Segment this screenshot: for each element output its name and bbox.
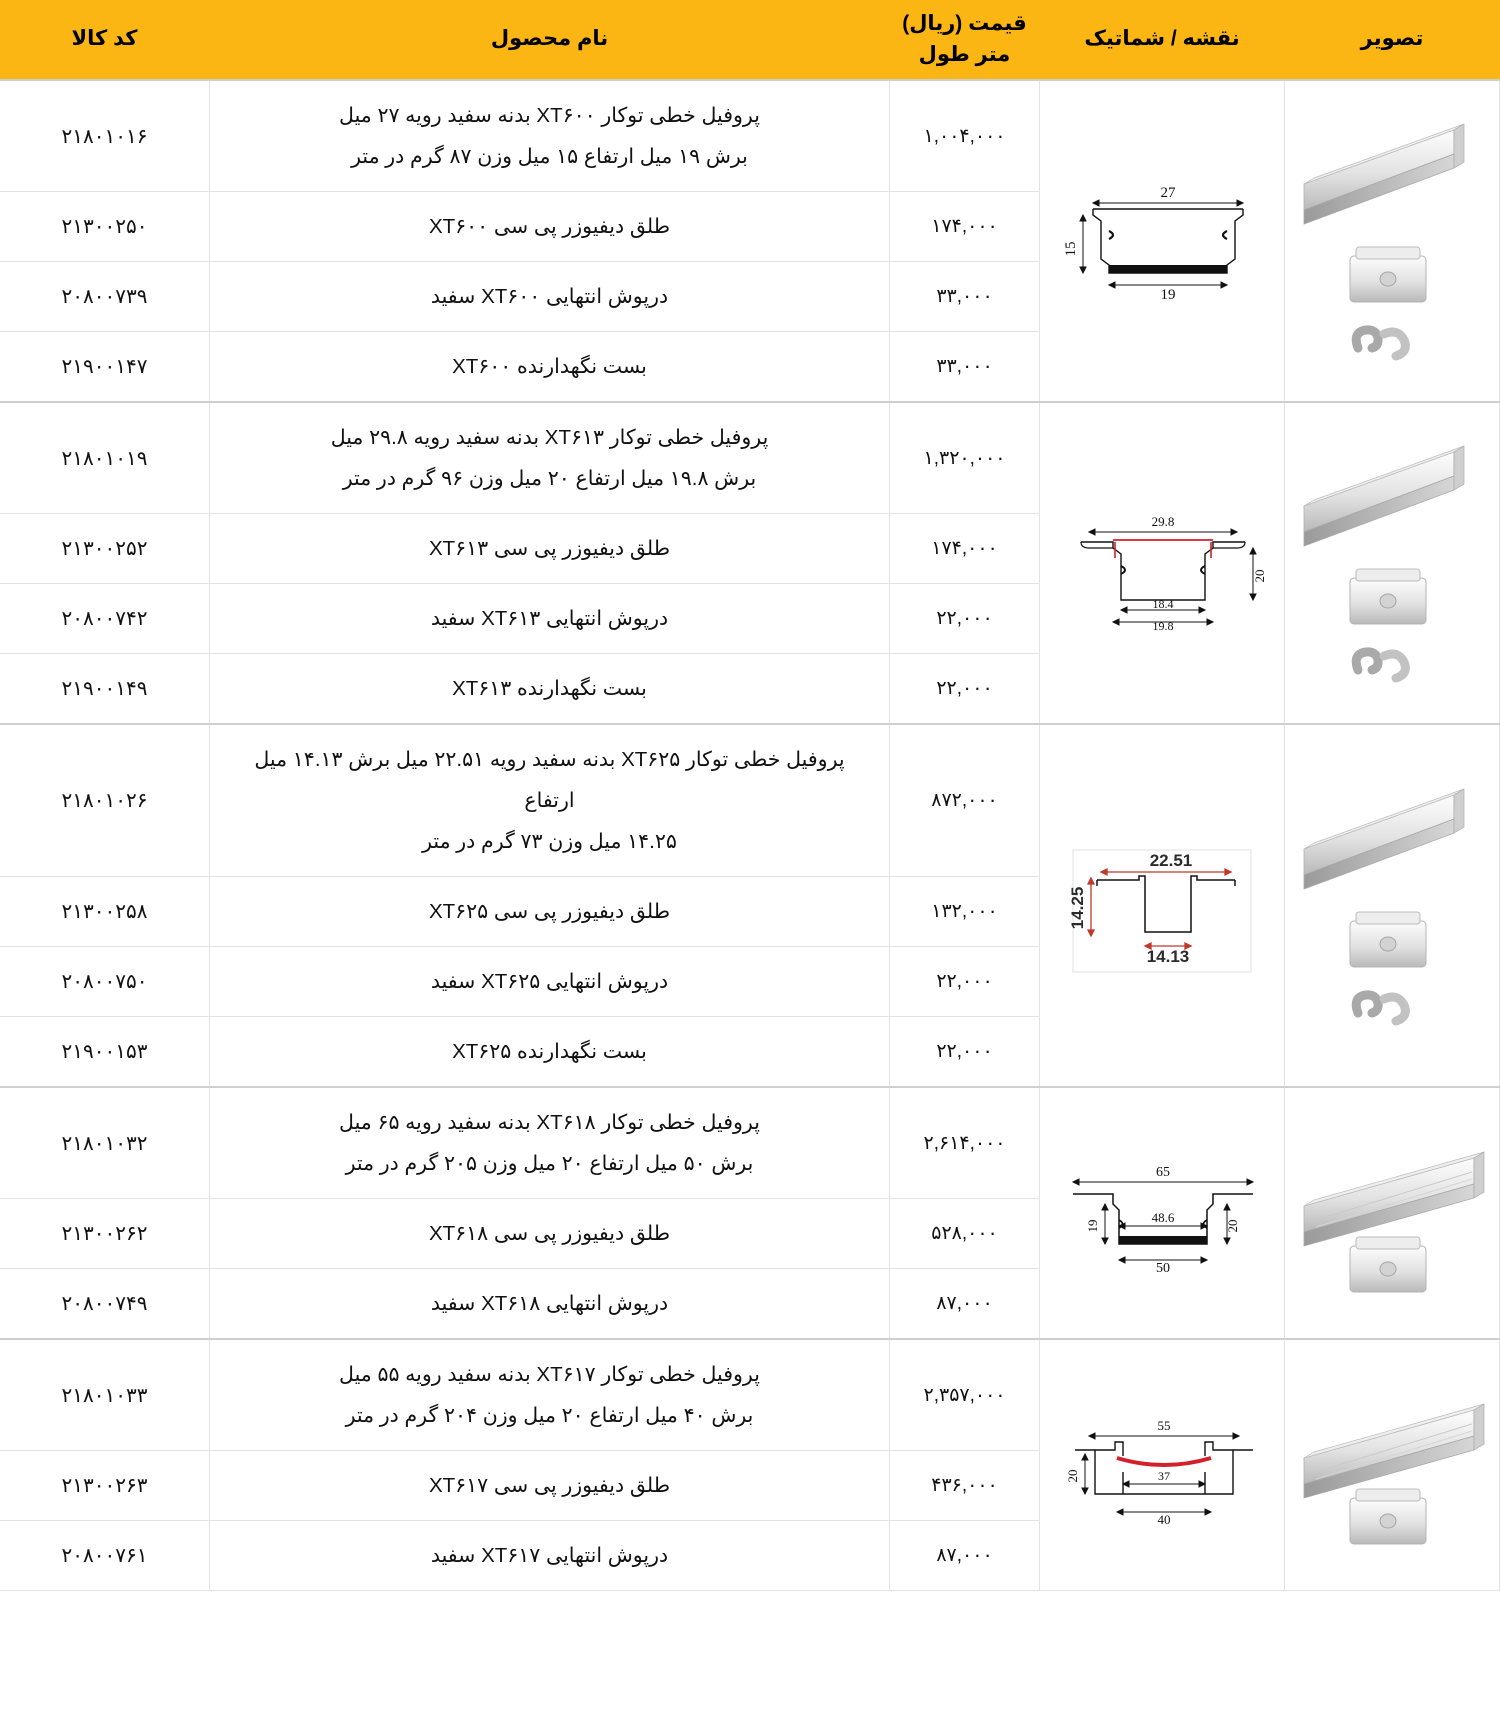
- column-header-price: [890, 0, 1040, 80]
- column-header-image-label: تصویر: [1360, 27, 1424, 51]
- xt618-cross-section: [1055, 1148, 1270, 1278]
- product-name-line-1: بست نگهدارنده XT۶۲۵: [452, 1040, 647, 1063]
- product-name-line-1: طلق دیفیوزر پی سی XT۶۲۵: [428, 900, 671, 923]
- product-image-cell: [1285, 724, 1500, 1087]
- price-cell: ۸۷,۰۰۰: [890, 1269, 1040, 1340]
- price-cell: ۱,۰۰۴,۰۰۰: [890, 80, 1040, 192]
- product-name-line-1: طلق دیفیوزر پی سی XT۶۱۷: [428, 1474, 671, 1497]
- product-name-cell: [210, 332, 890, 403]
- column-header-product-name: [210, 0, 890, 80]
- product-name-cell: [210, 80, 890, 192]
- product-code-cell: ۲۱۳۰۰۲۶۲: [0, 1199, 210, 1269]
- schematic-drawing: [1044, 1398, 1280, 1533]
- schematic-cell: [1040, 724, 1285, 1087]
- dim-label: 19.8: [1152, 618, 1173, 631]
- dim-label: 27: [1160, 185, 1176, 201]
- product-code-cell: ۲۰۸۰۰۷۴۹: [0, 1269, 210, 1340]
- dim-label: 14.25: [1068, 886, 1087, 929]
- product-code-cell: ۲۰۸۰۰۷۳۹: [0, 262, 210, 332]
- product-name-line-1: درپوش انتهایی XT۶۰۰ سفید: [430, 285, 669, 308]
- price-cell: ۱,۳۲۰,۰۰۰: [890, 402, 1040, 514]
- dim-label: 18.4: [1152, 596, 1173, 611]
- price-cell: ۳۳,۰۰۰: [890, 262, 1040, 332]
- column-header-schematic-label: نقشه / شماتیک: [1084, 27, 1240, 51]
- price-cell: ۲۲,۰۰۰: [890, 947, 1040, 1017]
- product-image-cell: [1285, 402, 1500, 724]
- dim-label: 19: [1084, 1219, 1100, 1233]
- price-cell: ۲,۳۵۷,۰۰۰: [890, 1339, 1040, 1451]
- price-cell: ۲۲,۰۰۰: [890, 1017, 1040, 1088]
- product-code-cell: ۲۱۸۰۱۰۳۳: [0, 1339, 210, 1451]
- price-cell: ۱۳۲,۰۰۰: [890, 877, 1040, 947]
- product-photo: [1289, 1128, 1495, 1298]
- dim-label: 65: [1155, 1165, 1170, 1180]
- product-name-cell: [210, 584, 890, 654]
- product-name-line-1: درپوش انتهایی XT۶۱۳ سفید: [430, 607, 669, 630]
- product-name-cell: [210, 654, 890, 725]
- product-name-line-2: برش ۵۰ میل ارتفاع ۲۰ میل وزن ۲۰۵ گرم در متر: [345, 1152, 754, 1175]
- product-code-cell: ۲۱۹۰۰۱۴۹: [0, 654, 210, 725]
- product-name-line-1: درپوش انتهایی XT۶۱۷ سفید: [430, 1544, 669, 1567]
- price-cell: ۳۳,۰۰۰: [890, 332, 1040, 403]
- schematic-cell: [1040, 402, 1285, 724]
- product-name-cell: [210, 1199, 890, 1269]
- product-code-cell: ۲۱۳۰۰۲۵۸: [0, 877, 210, 947]
- dim-label: 14.13: [1146, 946, 1190, 966]
- product-code-cell: ۲۱۸۰۱۰۱۶: [0, 80, 210, 192]
- dim-label: 15: [1063, 241, 1079, 257]
- schematic-drawing: [1044, 181, 1280, 301]
- price-cell: ۱۷۴,۰۰۰: [890, 514, 1040, 584]
- schematic-drawing: [1044, 836, 1280, 976]
- table-header-row: [0, 0, 1500, 80]
- product-photo-svg: [1292, 106, 1492, 376]
- product-name-cell: [210, 1017, 890, 1088]
- product-code-cell: ۲۱۸۰۱۰۱۹: [0, 402, 210, 514]
- price-cell: ۲,۶۱۴,۰۰۰: [890, 1087, 1040, 1199]
- product-name-line-2: برش ۴۰ میل ارتفاع ۲۰ میل وزن ۲۰۴ گرم در متر: [345, 1404, 754, 1427]
- product-code-cell: ۲۱۸۰۱۰۳۲: [0, 1087, 210, 1199]
- product-name-cell: [210, 192, 890, 262]
- table-row: [0, 724, 1500, 877]
- table-row: [0, 402, 1500, 514]
- product-photo-svg: [1292, 771, 1492, 1041]
- product-photo: [1289, 106, 1495, 376]
- schematic-drawing: [1044, 496, 1280, 631]
- product-name-line-2: برش ۱۹ میل ارتفاع ۱۵ میل وزن ۸۷ گرم در متر: [351, 145, 748, 168]
- column-header-code: [0, 0, 210, 80]
- product-photo-svg: [1292, 1128, 1492, 1298]
- column-header-price-sublabel: متر طول: [918, 42, 1011, 66]
- product-photo-svg: [1292, 1380, 1492, 1550]
- product-code-cell: ۲۱۸۰۱۰۲۶: [0, 724, 210, 877]
- product-image-cell: [1285, 1087, 1500, 1339]
- dim-label: 20: [1251, 569, 1267, 582]
- schematic-cell: [1040, 1339, 1285, 1591]
- table-row: [0, 80, 1500, 192]
- dim-label: 50: [1155, 1261, 1170, 1276]
- table-row: [0, 1339, 1500, 1451]
- dim-label: 22.51: [1149, 850, 1193, 870]
- product-code-cell: ۲۱۳۰۰۲۶۳: [0, 1451, 210, 1521]
- product-name-cell: [210, 877, 890, 947]
- product-code-cell: ۲۰۸۰۰۷۶۱: [0, 1521, 210, 1591]
- dim-label: 19: [1160, 287, 1176, 301]
- product-name-line-1: پروفیل خطی توکار XT۶۰۰ بدنه سفید رویه ۲۷ میل: [339, 104, 760, 127]
- product-image-cell: [1285, 1339, 1500, 1591]
- product-name-line-2: ۱۴.۲۵ میل وزن ۷۳ گرم در متر: [422, 830, 677, 853]
- product-name-cell: [210, 1451, 890, 1521]
- column-header-schematic: [1040, 0, 1285, 80]
- product-name-line-1: درپوش انتهایی XT۶۲۵ سفید: [430, 970, 669, 993]
- dim-label: 48.6: [1151, 1210, 1174, 1225]
- schematic-cell: [1040, 1087, 1285, 1339]
- column-header-product-name-label: نام محصول: [490, 27, 609, 51]
- product-name-cell: [210, 724, 890, 877]
- schematic-cell: [1040, 80, 1285, 402]
- price-cell: ۵۲۸,۰۰۰: [890, 1199, 1040, 1269]
- product-code-cell: ۲۰۸۰۰۷۴۲: [0, 584, 210, 654]
- dim-label: 20: [1064, 1469, 1080, 1482]
- dim-label: 20: [1224, 1219, 1240, 1233]
- product-name-line-1: پروفیل خطی توکار XT۶۱۷ بدنه سفید رویه ۵۵ میل: [339, 1363, 760, 1386]
- product-name-line-1: طلق دیفیوزر پی سی XT۶۱۸: [428, 1222, 671, 1245]
- product-image-cell: [1285, 80, 1500, 402]
- price-cell: ۲۲,۰۰۰: [890, 654, 1040, 725]
- product-name-line-1: طلق دیفیوزر پی سی XT۶۱۳: [428, 537, 671, 560]
- dim-label: 55: [1157, 1417, 1170, 1433]
- product-name-cell: [210, 1269, 890, 1340]
- product-code-cell: ۲۱۳۰۰۲۵۲: [0, 514, 210, 584]
- dim-label: 37: [1157, 1468, 1170, 1483]
- product-name-cell: [210, 262, 890, 332]
- product-name-cell: [210, 1521, 890, 1591]
- product-name-line-2: برش ۱۹.۸ میل ارتفاع ۲۰ میل وزن ۹۶ گرم در متر: [342, 467, 757, 490]
- xt625-cross-section: [1067, 836, 1257, 976]
- product-name-line-1: درپوش انتهایی XT۶۱۸ سفید: [430, 1292, 669, 1315]
- price-cell: ۱۷۴,۰۰۰: [890, 192, 1040, 262]
- column-header-code-label: کد کالا: [71, 27, 138, 51]
- column-header-image: [1285, 0, 1500, 80]
- product-code-cell: ۲۱۹۰۰۱۵۳: [0, 1017, 210, 1088]
- product-name-cell: [210, 1087, 890, 1199]
- product-name-line-1: پروفیل خطی توکار XT۶۱۳ بدنه سفید رویه ۲۹.۸ میل: [330, 426, 769, 449]
- dim-label: 29.8: [1151, 513, 1174, 529]
- price-cell: ۸۷,۰۰۰: [890, 1521, 1040, 1591]
- price-cell: ۲۲,۰۰۰: [890, 584, 1040, 654]
- product-photo-svg: [1292, 428, 1492, 698]
- product-code-cell: ۲۱۹۰۰۱۴۷: [0, 332, 210, 403]
- price-cell: ۴۳۶,۰۰۰: [890, 1451, 1040, 1521]
- product-name-line-1: پروفیل خطی توکار XT۶۲۵ بدنه سفید رویه ۲۲.۵۱ میل برش ۱۴.۱۳ میل ارتفاع: [254, 748, 845, 812]
- product-name-cell: [210, 1339, 890, 1451]
- product-name-line-1: بست نگهدارنده XT۶۰۰: [452, 355, 647, 378]
- dim-label: 40: [1157, 1511, 1170, 1527]
- schematic-drawing: [1044, 1148, 1280, 1278]
- product-name-cell: [210, 947, 890, 1017]
- product-name-line-1: طلق دیفیوزر پی سی XT۶۰۰: [428, 215, 671, 238]
- table-row: [0, 1087, 1500, 1199]
- product-photo: [1289, 428, 1495, 698]
- xt600-cross-section: [1057, 181, 1267, 301]
- xt617-cross-section: [1055, 1398, 1270, 1533]
- product-name-cell: [210, 402, 890, 514]
- product-code-cell: ۲۰۸۰۰۷۵۰: [0, 947, 210, 1017]
- product-name-line-1: پروفیل خطی توکار XT۶۱۸ بدنه سفید رویه ۶۵ میل: [339, 1111, 760, 1134]
- product-photo: [1289, 1380, 1495, 1550]
- column-header-price-label: قیمت (ریال): [902, 12, 1027, 36]
- product-code-cell: ۲۱۳۰۰۲۵۰: [0, 192, 210, 262]
- product-name-cell: [210, 514, 890, 584]
- price-cell: ۸۷۲,۰۰۰: [890, 724, 1040, 877]
- product-name-line-1: بست نگهدارنده XT۶۱۳: [452, 677, 647, 700]
- product-photo: [1289, 771, 1495, 1041]
- xt613-cross-section: [1055, 496, 1270, 631]
